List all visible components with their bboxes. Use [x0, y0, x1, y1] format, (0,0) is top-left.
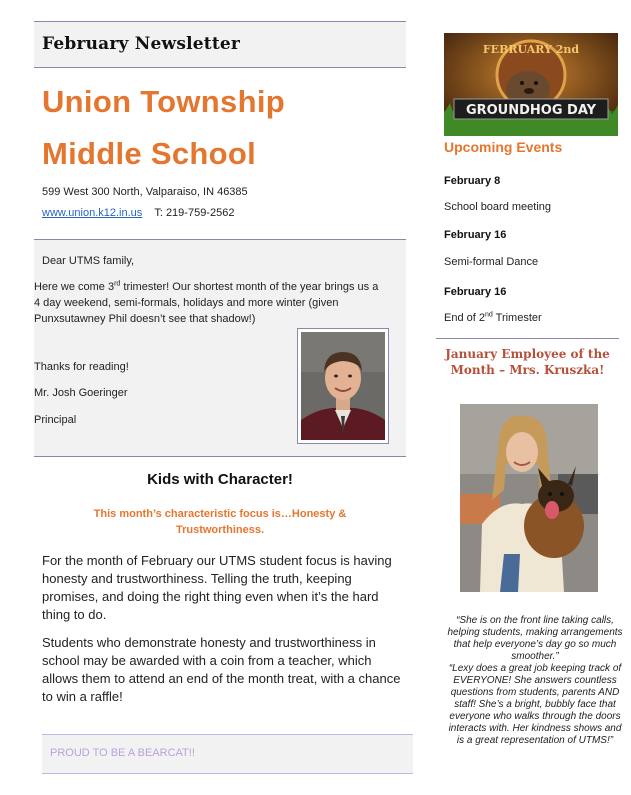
letter-signer: Mr. Josh Goeringer [34, 387, 128, 399]
event-date: February 8 [444, 175, 501, 187]
footer-banner [42, 734, 413, 774]
school-contact [42, 207, 234, 219]
principal-portrait-image [301, 332, 385, 440]
letter-thanks: Thanks for reading! [34, 361, 129, 373]
events-heading: Upcoming Events [444, 139, 563, 155]
employee-quote: “Lexy does a great job keeping track of EVERYONE! She answers countless questions from students, parents AND staff! She’s a bright, bubbly face that everyone who walks through the doors interacts with. Her kindness shows and is a great representation of UTMS!” [448, 663, 622, 746]
employee-photo [460, 404, 598, 592]
character-paragraph-2: Students who demonstrate honesty and trustworthiness in school may be awarded with a coin from a teacher, which allows them to attend an end of the month treat, with a chance to win a raffle! [42, 635, 401, 704]
employee-quote: “She is on the front line taking calls, helping students, making arrangements that help everyone’s day go so much smoother.” [447, 615, 623, 662]
website-link[interactable]: www.union.k12.in.us [42, 207, 143, 219]
school-name-line2: Middle School [42, 136, 257, 171]
event-name: End of 2nd Trimester [444, 311, 542, 324]
groundhog-day-image [444, 33, 618, 136]
character-heading: Kids with Character! [147, 471, 293, 488]
phone-number: T: 219-759-2562 [154, 207, 235, 219]
footer-text: PROUD TO BE A BEARCAT!! [50, 747, 195, 759]
school-name-line1: Union Township [42, 84, 285, 119]
character-focus: This month’s characteristic focus is…Honesty & Trustworthiness. [93, 508, 347, 536]
groundhog-banner-top: FEBRUARY 2nd [482, 43, 580, 56]
event-name: Semi-formal Dance [444, 256, 539, 268]
letter-signer-title: Principal [34, 414, 77, 426]
letter-body: Here we come 3rd trimester! Our shortest month of the year brings us a 4 day weekend, semi-formals, holidays and more winter (given Punxsutawney Phil doesn’t see that shadow!) [34, 280, 379, 325]
newsletter-header [34, 21, 406, 68]
letter-greeting: Dear UTMS family, [42, 255, 135, 267]
event-date: February 16 [444, 229, 507, 241]
newsletter-title: February Newsletter [42, 34, 241, 54]
character-paragraph-1: For the month of February our UTMS student focus is having honesty and trustworthiness. Telling the truth, keeping promises, and doing the right thing even when it’s the hard thing to do. [42, 553, 392, 622]
event-date: February 16 [444, 286, 507, 298]
principal-photo [297, 328, 389, 444]
school-address: 599 West 300 North, Valparaiso, IN 46385 [42, 186, 248, 198]
event-name: School board meeting [444, 201, 552, 213]
employee-of-month-heading: January Employee of the Month – Mrs. Kruszka! [445, 347, 610, 377]
section-divider [436, 338, 619, 339]
groundhog-banner-bottom: GROUNDHOG DAY [465, 103, 597, 118]
employee-quotes [446, 615, 624, 747]
